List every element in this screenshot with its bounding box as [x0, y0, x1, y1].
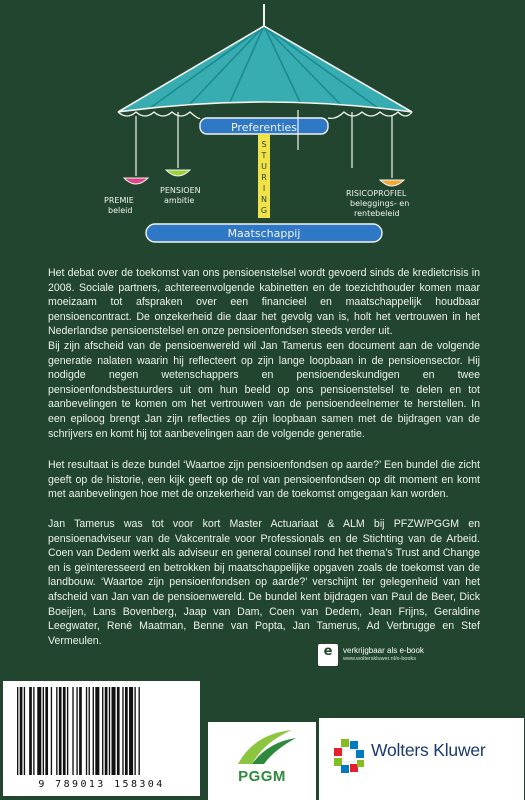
- barcode-bar: [63, 687, 66, 775]
- intro-paragraph: Het debat over de toekomst van ons pensioenstelsel wordt gevoerd sinds de kredietcrisis in 2008. Sociale partners, achtereenvolgende kabinetten en de toezichthouder komen maar moeizaam tot afspraken over een financieel en maatschappelijk houdbaar pensioencontract. De onzekerheid die daar het gevolg van is, holt het vertrouwen in het Nederlandse pensioenstelsel en onze pensioenfondsen steeds verder uit.: [48, 267, 480, 338]
- barcode-bar: [17, 687, 18, 775]
- barcode-bar: [59, 687, 62, 775]
- barcode-bars: [17, 687, 187, 777]
- barcode-bar: [93, 687, 94, 775]
- barcode-bar: [67, 687, 68, 775]
- pggm-swoosh-icon: [208, 724, 316, 770]
- pensioen-seat: [166, 170, 190, 176]
- svg-text:rentebeleid: rentebeleid: [354, 209, 400, 218]
- farewell-paragraph: Bij zijn afscheid van de pensioenwereld wil Jan Tamerus een document aan de volgende generatie nalaten waarin hij reflecteert op zijn lange loopbaan in de pensioensector. Hij nodigde negen wetenschappers en pensioendeskundigen en twee pensioenfondsbestuurders uit om hun beeld op ons pensioenstelsel te delen en tot aanbevelingen te komen om het vertrouwen van de pensioendeelnemer te herstellen. In een epiloog brengt Jan zijn reflecties op zijn loopbaan samen met de bijdragen van de schrijvers en komt hij tot aanbevelingen aan de volgende generatie.: [48, 340, 480, 440]
- barcode-bar: [109, 687, 110, 775]
- barcode-bar: [129, 687, 133, 775]
- risicoprofiel-seat: [380, 180, 404, 186]
- e-book-icon: e: [318, 644, 338, 666]
- wolters-kluwer-logo: [319, 718, 524, 800]
- base-label: Maatschappij: [227, 227, 301, 240]
- barcode-bar: [122, 687, 123, 775]
- svg-text:N: N: [261, 195, 267, 204]
- pole-letters: [261, 140, 268, 215]
- ebook-badge: [318, 644, 478, 666]
- barcode-bar: [29, 687, 32, 775]
- svg-text:U: U: [261, 162, 267, 171]
- svg-text:ambitie: ambitie: [164, 196, 195, 205]
- svg-text:RISICOPROFIEL: RISICOPROFIEL: [346, 189, 407, 198]
- barcode-bar: [43, 687, 44, 775]
- barcode-bar: [125, 687, 128, 775]
- barcode-bar: [89, 687, 90, 775]
- canopy-label: Preferenties: [230, 121, 298, 134]
- authors-paragraph: Jan Tamerus was tot voor kort Master Actuariaat & ALM bij PFZW/PGGM en pensioenadviseur van de Vakcentrale voor Professionals en de Stichting van de Arbeid. Coen van Dedem werkt als adviseur en general counsel rond het thema’s Trust and Change en is geïnteresseerd en betrokken bij maatschappelijke opgaven zoals de toekomst van de landbouw. ‘Waartoe zijn pensioenfondsen op aarde?’ verschijnt ter gelegenheid van het afscheid van Jan van de pensioenwereld. De bundel kent bijdragen van Paul de Beer, Dick Boeijen, Lans Bovenberg, Jaap van Dam, Coen van Dedem, Jean Frijns, Geraldine Leegwater, René Maatman, Benne van Popta, Jan Tamerus, Ad Verbrugge en Stef Vermeulen.: [48, 518, 480, 647]
- barcode-bar: [105, 687, 108, 775]
- svg-text:G: G: [260, 206, 268, 215]
- ebook-label: verkrijgbaar als e-book: [343, 646, 424, 655]
- barcode-bar: [112, 687, 116, 775]
- barcode-bar: [139, 687, 140, 775]
- svg-text:beleggings- en: beleggings- en: [350, 199, 410, 208]
- barcode-bar: [20, 687, 23, 775]
- barcode-number: 9 789013 158304: [38, 779, 165, 790]
- svg-text:PREMIE: PREMIE: [104, 196, 134, 205]
- wolters-kluwer-wordmark: Wolters Kluwer: [371, 740, 486, 760]
- pggm-wordmark: PGGM: [238, 768, 286, 785]
- barcode-bar: [117, 687, 120, 775]
- svg-text:T: T: [261, 151, 267, 160]
- barcode-bar: [72, 687, 73, 775]
- barcode-bar: [134, 687, 135, 775]
- barcode-bar: [45, 687, 48, 775]
- barcode-bar: [102, 687, 103, 775]
- result-paragraph: Het resultaat is deze bundel ‘Waartoe zijn pensioenfondsen op aarde?’ Een bundel die zicht geeft op de historie, een kijk geeft op de rol van pensioenfondsen op dit moment en komt met aanbevelingen hoe met de onzekerheid van de toekomst omgegaan kan worden.: [48, 459, 480, 501]
- barcode-bar: [51, 687, 52, 775]
- wolters-kluwer-mark-icon: [329, 736, 369, 776]
- svg-text:S: S: [261, 140, 267, 149]
- seat-labels: [104, 186, 409, 218]
- pggm-logo: [208, 722, 316, 800]
- barcode-bar: [86, 687, 87, 775]
- carousel-illustration: [0, 0, 525, 255]
- barcode-bar: [24, 687, 25, 775]
- barcode-bar: [56, 687, 57, 775]
- barcode-bar: [33, 687, 34, 775]
- barcode-bar: [76, 687, 77, 775]
- barcode-bar: [79, 687, 82, 775]
- premie-seat: [124, 178, 148, 184]
- svg-text:beleid: beleid: [108, 206, 133, 215]
- svg-text:R: R: [261, 173, 267, 182]
- svg-text:I: I: [262, 184, 266, 193]
- barcode-bar: [95, 687, 99, 775]
- barcode-bar: [37, 687, 41, 775]
- svg-text:PENSIOEN: PENSIOEN: [160, 186, 201, 195]
- ebook-url: www.wolterskluwer.nl/e-books: [343, 656, 417, 662]
- isbn-barcode: [3, 681, 200, 796]
